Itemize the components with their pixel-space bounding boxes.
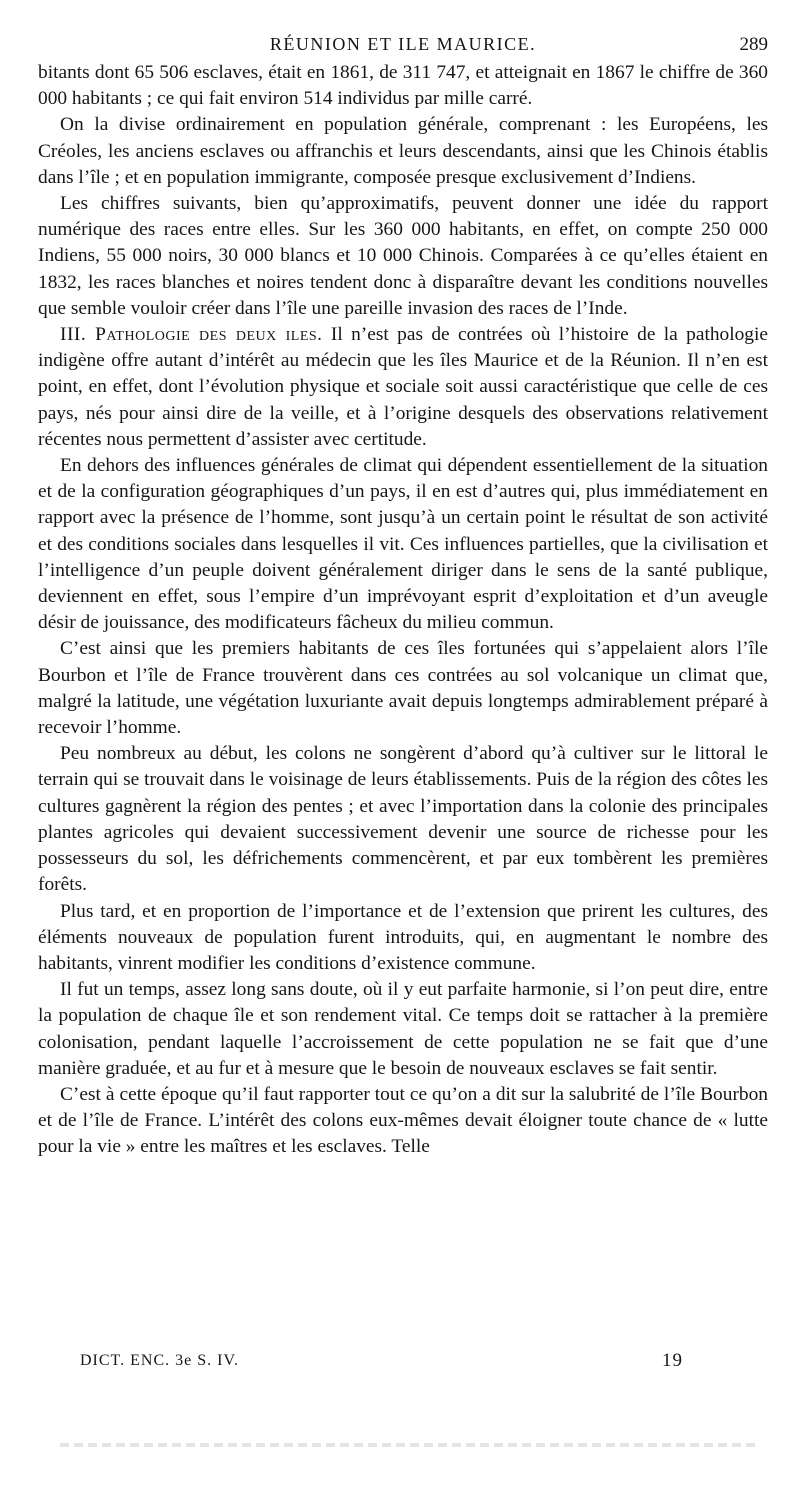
sheet-number: 19 xyxy=(662,1350,683,1371)
paragraph: Plus tard, et en proportion de l’importance et de l’extension que prirent les cultures, des éléments nouveaux de population furent introduits, qui, en augmentant le nombre des habitants, vinrent modifier les conditions d’existence commune. xyxy=(38,900,768,974)
running-head: RÉUNION ET ILE MAURICE. xyxy=(269,34,537,54)
page-footer xyxy=(80,1348,683,1378)
paragraph: C’est ainsi que les premiers habitants de ces îles fortunées qui s’appelaient alors l’île Bourbon et l’île de France trouvèrent dans ces contrées au sol volcanique un climat que, malgré la latitude, une végétation luxuriante avait depuis longtemps admirablement préparé à recevoir l’homme. xyxy=(38,638,768,739)
paragraph: Peu nombreux au début, les colons ne songèrent d’abord qu’à cultiver sur le littoral le terrain qui se trouvait dans le voisinage de leurs établissements. Puis de la région des côtes les cultures gagnèrent la région des pentes ; et avec l’importation dans la colonie des principales plantes agricoles qui devaient successivement devenir une source de richesse pour les possesseurs du sol, les défrichements commencèrent, et par eux tombèrent les premières forêts. xyxy=(38,743,768,896)
section-paragraph xyxy=(38,322,768,453)
printer-signature: DICT. ENC. 3e S. IV. xyxy=(80,1352,239,1369)
paragraph: On la divise ordinairement en population générale, comprenant : les Européens, les Créoles, les anciens esclaves ou affranchis et leurs descendants, ainsi que les Chinois établis dans l’île ; et en population immigrante, composée presque exclusivement d’Indiens. xyxy=(38,114,768,188)
section-heading: III. Pathologie des deux iles. xyxy=(60,324,323,346)
paragraph: bitants dont 65 506 esclaves, était en 1861, de 311 747, et atteignait en 1867 le chiffre de 360 000 habitants ; ce qui fait environ 514 individus par mille carré. xyxy=(38,62,768,110)
page-header xyxy=(38,30,768,60)
page-number: 289 xyxy=(739,34,768,55)
paragraph: En dehors des influences générales de climat qui dépendent essentiellement de la situation et de la configuration géographiques d’un pays, il en est d’autres qui, plus immédiatement en rapport avec la présence de l’homme, sont jusqu’à un certain point le résultat de son activité et des conditions sociales dans lesquelles il vit. Ces influences partielles, que la civilisation et l’intelligence d’un peuple doivent généralement diriger dans le sens de la santé publique, deviennent en effet, sous l’empire d’un imprévoyant esprit d’exploitation et d’un aveugle désir de jouissance, des modificateurs fâcheux du milieu commun. xyxy=(38,455,768,634)
body-text xyxy=(38,60,768,1161)
document-page xyxy=(38,30,768,1161)
bleed-through-line xyxy=(60,1443,760,1447)
paragraph: Il fut un temps, assez long sans doute, où il y eut parfaite harmonie, si l’on peut dire, entre la population de chaque île et son rendement vital. Ce temps doit se rattacher à la première colonisation, pendant laquelle l’accroissement de cette population ne se fait que d’une manière graduée, et au fur et à mesure que le besoin de nouveaux esclaves se fait sentir. xyxy=(38,979,768,1079)
paragraph: C’est à cette époque qu’il faut rapporter tout ce qu’on a dit sur la salubrité de l’île Bourbon et de l’île de France. L’intérêt des colons eux-mêmes devait éloigner toute chance de « lutte pour la vie » entre les maîtres et les esclaves. Telle xyxy=(38,1083,768,1158)
section-text: Il n’est pas de contrées où l’histoire de la pathologie indigène offre autant d’intérêt au médecin que les îles Maurice et de la Réunion. Il n’en est point, en effet, dont l’évolution physique et sociale soit aussi caractéristique que celle de ces pays, nés pour ainsi dire de la veille, et à l’origine desquels des observations relativement récentes nous permettent d’assister avec certitude. xyxy=(38,324,768,450)
paragraph: Les chiffres suivants, bien qu’approximatifs, peuvent donner une idée du rapport numérique des races entre elles. Sur les 360 000 habitants, en effet, on compte 250 000 Indiens, 55 000 noirs, 30 000 blancs et 10 000 Chinois. Comparées à ce qu’elles étaient en 1832, les races blanches et noires tendent donc à disparaître devant les conditions nouvelles que semble vouloir créer dans l’île une pareille invasion des races de l’Inde. xyxy=(38,193,768,319)
